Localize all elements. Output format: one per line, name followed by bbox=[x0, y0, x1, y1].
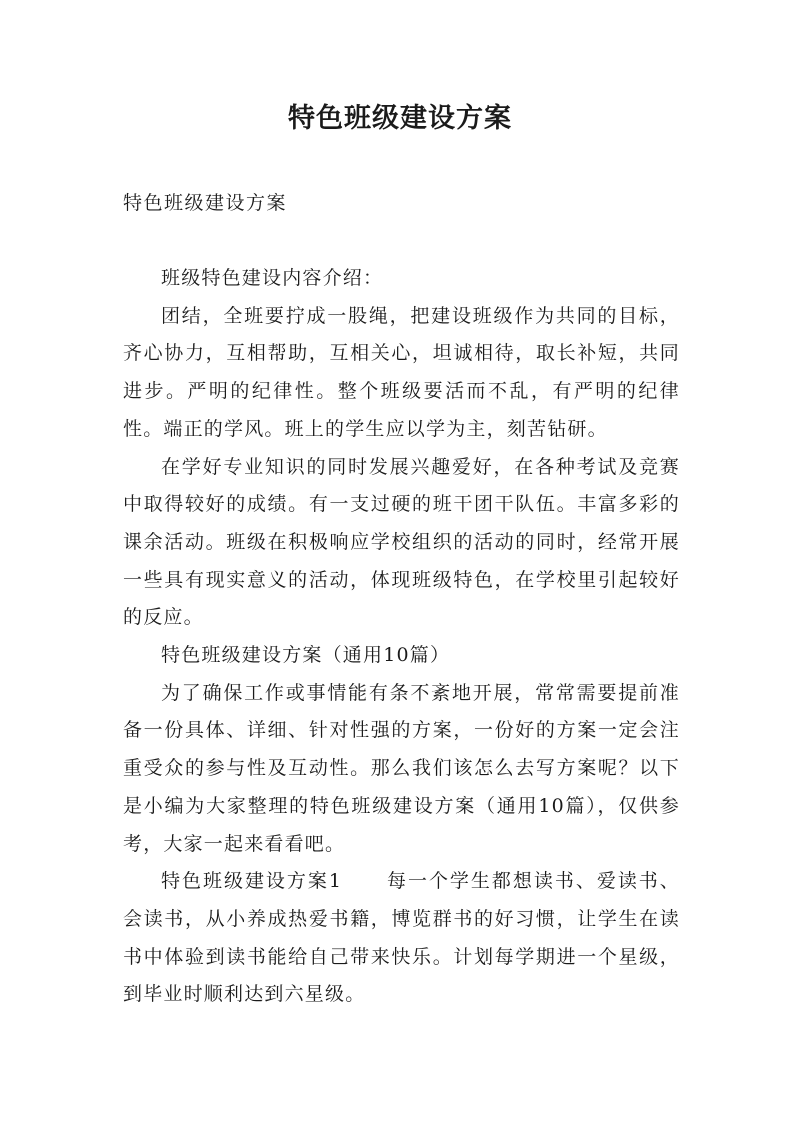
paragraph-section-1 bbox=[123, 863, 680, 1014]
paragraph-interests: 在学好专业知识的同时发展兴趣爱好，在各种考试及竞赛中取得较好的成绩。有一支过硬的班干团干队伍。丰富多彩的课余活动。班级在积极响应学校组织的活动的同时，经常开展一些具有现实意义的活动，体现班级特色，在学校里引起较好的反应。 bbox=[123, 455, 680, 629]
document-body bbox=[123, 260, 680, 1014]
paragraph-plan-title: 特色班级建设方案（通用10篇） bbox=[161, 644, 451, 667]
paragraph-unity: 团结，全班要拧成一股绳，把建设班级作为共同的目标，齐心协力，互相帮助，互相关心，坦诚相待，取长补短，共同进步。严明的纪律性。整个班级要活而不乱，有严明的纪律性。端正的学风。班上的学生应以学为主，刻苦钻研。 bbox=[123, 304, 680, 440]
document-title: 特色班级建设方案 bbox=[288, 103, 512, 134]
paragraph-intro-heading: 班级特色建设内容介绍： bbox=[161, 267, 384, 289]
document-subtitle: 特色班级建设方案 bbox=[123, 192, 288, 214]
paragraph-preface: 为了确保工作或事情能有条不紊地开展，常常需要提前准备一份具体、详细、针对性强的方案，一份好的方案一定会注重受众的参与性及互动性。那么我们该怎么去写方案呢？以下是小编为大家整理的特色班级建设方案（通用10篇），仅供参考，大家一起来看看吧。 bbox=[123, 681, 680, 855]
section-1-text: 每一个学生都想读书、爱读书、会读书，从小养成热爱书籍，博览群书的好习惯，让学生在读书中体验到读书能给自己带来快乐。计划每学期进一个星级，到毕业时顺利达到六星级。 bbox=[123, 870, 680, 1006]
section-1-heading: 特色班级建设方案1 bbox=[161, 870, 343, 893]
